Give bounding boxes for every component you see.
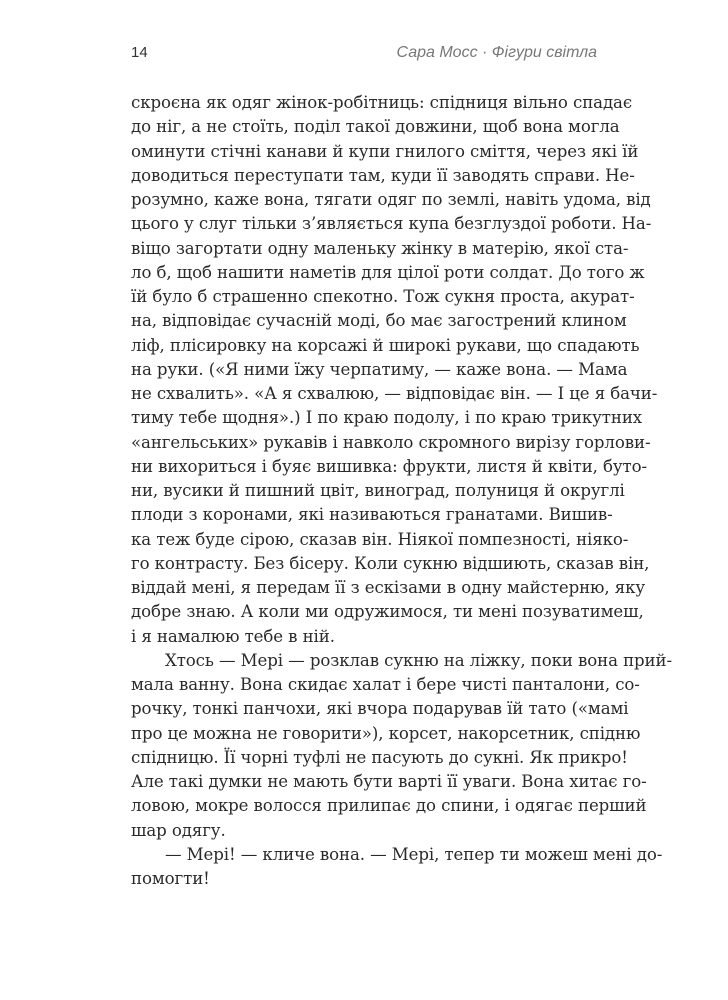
text-line: ліф, плісировку на корсажі й широкі рукави, що спадають — [131, 335, 640, 355]
text-line: ловою, мокре волосся прилипає до спини, і одягає перший — [131, 796, 647, 816]
text-line: «ангельських» рукавів і навколо скромного вирізу горлови- — [131, 432, 651, 452]
text-line: Але такі думки не мають бути варті її уваги. Вона хитає го- — [131, 772, 647, 791]
text-line: — Мері! — кличе вона. — Мері, тепер ти можеш мені до- — [165, 844, 663, 864]
text-line: Хтось — Мері — розклав сукню на ліжку, поки вона прий- — [165, 650, 672, 670]
text-line: про це можна не говорити»), корсет, накорсетник, спідню — [131, 723, 641, 743]
text-line: помогти! — [131, 869, 210, 888]
text-line: розумно, каже вона, тягати одяг по землі, навіть удома, від — [131, 190, 651, 209]
body-text — [131, 91, 672, 891]
text-line: ни, вусики й пишний цвіт, виноград, полуниця й округлі — [131, 481, 625, 500]
text-line: ка теж буде сірою, сказав він. Ніякої помпезності, ніяко- — [131, 529, 629, 549]
text-line: віщо загортати одну маленьку жінку в матерію, якої ста- — [131, 238, 629, 258]
text-line: добре знаю. А коли ми одружимося, ти мені позуватимеш, — [131, 602, 644, 622]
text-line: рочку, тонкі панчохи, які вчора подарував їй тато («мамі — [131, 699, 629, 719]
text-line: го контрасту. Без бісеру. Коли сукню відшиють, сказав він, — [131, 553, 650, 573]
text-line: на, відповідає сучасній моді, бо має загострений клином — [131, 311, 627, 331]
text-line: мала ванну. Вона скидає халат і бере чисті панталони, со- — [131, 675, 640, 694]
text-line: плоди з коронами, які називаються гранатами. Вишив- — [131, 505, 613, 525]
text-line: і я намалюю тебе в ній. — [131, 626, 335, 646]
text-line: віддай мені, я передам її з ескізами в одну майстерню, яку — [131, 578, 646, 597]
text-line: не схвалить». «А я схвалюю, — відповідає він. — І це я бачи- — [131, 384, 658, 403]
text-line: тиму тебе щодня».) І по краю подолу, і по краю трикутних — [131, 408, 643, 428]
text-line: ни вихориться і буяє вишивка: фрукти, листя й квіти, буто- — [131, 456, 648, 476]
text-line: до ніг, а не стоїть, поділ такої довжини, щоб вона могла — [131, 117, 620, 137]
text-line: їй було б страшенно спекотно. Тож сукня проста, акурат- — [131, 287, 635, 306]
text-line: ло б, щоб нашити наметів для цілої роти солдат. До того ж — [131, 262, 645, 282]
text-line: спідницю. Її чорні туфлі не пасують до сукні. Як прикро! — [131, 747, 628, 767]
running-header — [131, 44, 597, 70]
text-line: на руки. («Я ними їжу черпатиму, — каже вона. — Мама — [131, 359, 628, 379]
text-line: доводиться переступати там, куди її заводять справи. Не- — [131, 165, 635, 185]
text-line: шар одягу. — [131, 820, 226, 840]
running-title: Сара Мосс · Фігури світла — [396, 44, 597, 61]
page-number: 14 — [131, 44, 148, 61]
text-line: цього у слуг тільки з’являється купа безглуздої роботи. На- — [131, 214, 652, 234]
text-line: скроєна як одяг жінок-робітниць: спідниця вільно спадає — [131, 93, 633, 112]
text-line: оминути стічні канави й купи гнилого сміття, через які їй — [131, 141, 639, 161]
